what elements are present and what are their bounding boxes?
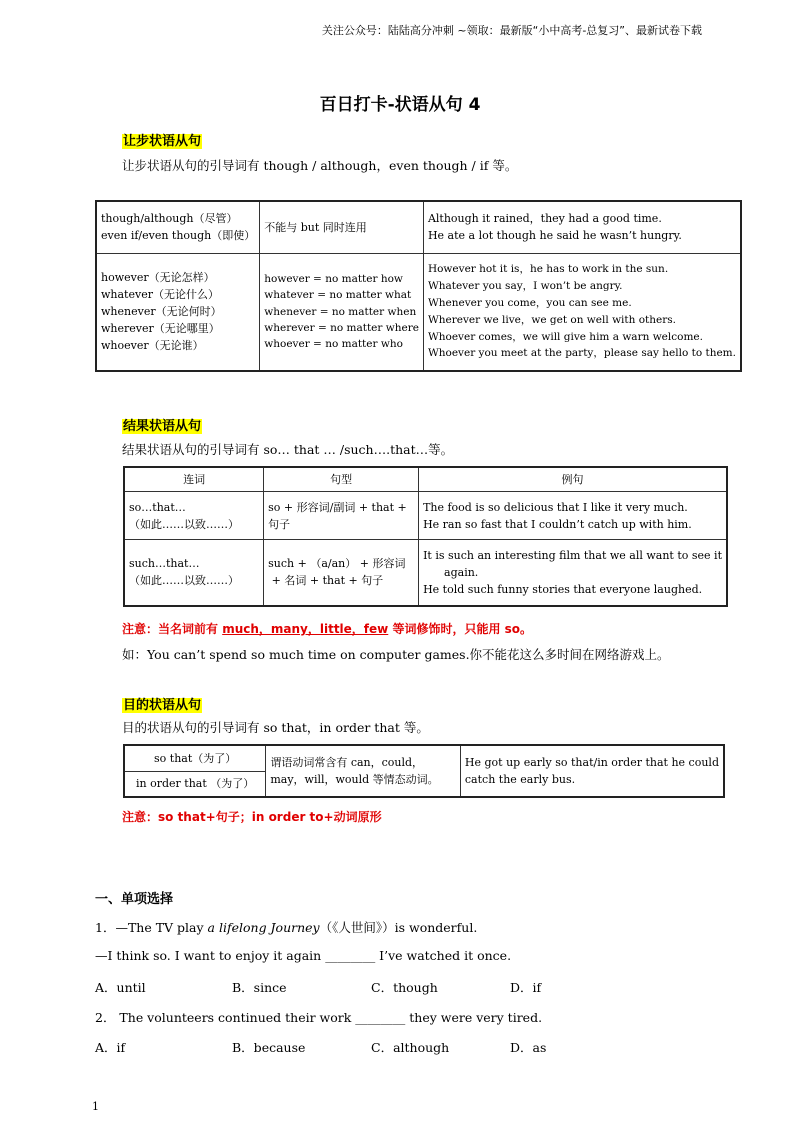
table-row: [96, 201, 741, 253]
cell-text: He got up early so that/in order that he could: [464, 755, 719, 769]
page-number: 1: [92, 1100, 99, 1113]
section-result-intro: 结果状语从句的引导词有 so… that … /such….that…等。: [122, 442, 454, 457]
column-header: 连词: [124, 467, 264, 492]
question-1-stem: [95, 918, 477, 936]
section-heading-label: 目的状语从句: [123, 698, 202, 713]
cell-text: so…that…: [129, 500, 186, 514]
note-text: 等词修饰时，只能用 so。: [388, 622, 533, 636]
cell-text: however = no matter how: [264, 273, 403, 286]
cell-text: He told such funny stories that everyone laughed.: [423, 582, 703, 596]
table-row: [124, 745, 724, 771]
cell-text: He ate a lot though he said he wasn’t hungry.: [427, 229, 682, 243]
cell-text: 句子: [268, 517, 291, 531]
question-text: （《人世间》）is wonderful.: [319, 920, 478, 935]
section-purpose-intro: 目的状语从句的引导词有 so that，in order that 等。: [122, 720, 429, 735]
cell-text: wherever（无论哪里）: [101, 322, 220, 336]
table-cell: [419, 492, 727, 540]
cell-text: even if/even though（即使）: [101, 229, 256, 243]
table-cell: [124, 492, 264, 540]
cell-text: such…that…: [129, 557, 200, 571]
section-concession-heading: [122, 130, 202, 149]
question-2-stem: 2． The volunteers continued their work ________ they were very tired.: [95, 1010, 543, 1025]
cell-text: Whoever comes，we will give him a warn welcome.: [427, 330, 703, 343]
note-keywords: much，many，little，few: [222, 622, 389, 636]
question-1-option-d[interactable]: D．if: [510, 980, 542, 995]
question-title-italic: a lifelong Journey: [207, 920, 320, 935]
cell-text: whenever = no matter when: [264, 305, 417, 318]
section-result-heading: [122, 415, 202, 434]
section-purpose-heading: [122, 694, 202, 713]
table-cell: [264, 540, 419, 606]
table-cell: in order that （为了）: [124, 771, 266, 797]
question-text: 1．—The TV play: [95, 920, 208, 935]
section-heading-label: 让步状语从句: [123, 134, 202, 149]
question-2-option-c[interactable]: C．although: [371, 1040, 450, 1055]
cell-text: However hot it is，he has to work in the sun.: [427, 263, 669, 276]
table-header-row: [124, 467, 727, 492]
purpose-note: 注意：so that+句子；in order to+动词原形: [122, 810, 382, 824]
cell-text: however（无论怎样）: [101, 271, 215, 285]
question-2-option-d[interactable]: D．as: [510, 1040, 547, 1055]
column-header: 句型: [264, 467, 419, 492]
table-row: [124, 492, 727, 540]
cell-text: such + （a/an） + 形容词: [268, 557, 406, 571]
table-cell: [96, 201, 260, 253]
cell-text: （如此……以致……）: [129, 517, 239, 531]
question-2-option-b[interactable]: B．because: [232, 1040, 306, 1055]
exercise-heading: 一、单项选择: [95, 892, 174, 907]
cell-text: whatever（无论什么）: [101, 288, 219, 302]
concession-table: [95, 200, 742, 372]
question-2-option-a[interactable]: A．if: [95, 1040, 126, 1055]
cell-text: whenever（无论何时）: [101, 305, 222, 319]
table-cell: [423, 201, 741, 253]
cell-text: Wherever we live，we get on well with others.: [427, 313, 676, 326]
purpose-table: [123, 744, 725, 798]
table-cell: [266, 745, 461, 797]
table-cell: [96, 253, 260, 371]
table-cell: [419, 540, 727, 606]
cell-text: Whenever you come，you can see me.: [427, 296, 632, 309]
table-cell: so that（为了）: [124, 745, 266, 771]
table-row: [96, 253, 741, 371]
cell-text: again.: [423, 565, 479, 579]
cell-text: though/although（尽管）: [101, 212, 238, 226]
result-table: [123, 466, 728, 607]
result-example: 如：You can’t spend so much time on computer games.你不能花这么多时间在网络游戏上。: [122, 647, 670, 662]
cell-text: 不能与 but 同时连用: [264, 220, 367, 234]
question-1-option-a[interactable]: A．until: [95, 980, 146, 995]
cell-text: The food is so delicious that I like it very much.: [423, 500, 688, 514]
cell-text: Whatever you say，I won’t be angry.: [427, 280, 623, 293]
cell-text: so + 形容词/副词 + that +: [268, 500, 407, 514]
page-header: 关注公众号：陆陆高分冲刺 ~领取：最新版“小中高考-总复习”、最新试卷下载: [321, 24, 702, 37]
table-cell: [460, 745, 724, 797]
cell-text: Although it rained，they had a good time.: [427, 212, 662, 226]
cell-text: whatever = no matter what: [264, 289, 412, 302]
note-text: 注意：当名词前有: [122, 622, 223, 636]
question-1-line2: —I think so. I want to enjoy it again ________ I’ve watched it once.: [95, 948, 512, 963]
table-cell: [423, 253, 741, 371]
cell-text: （如此……以致……）: [129, 574, 239, 588]
cell-text: It is such an interesting film that we all want to see it: [423, 548, 722, 562]
cell-text: Whoever you meet at the party，please say hello to them.: [427, 347, 736, 360]
question-1-option-b[interactable]: B．since: [232, 980, 287, 995]
cell-text: 谓语动词常含有 can，could，: [270, 755, 424, 769]
cell-text: may，will，would 等情态动词。: [270, 773, 439, 786]
cell-text: whoever（无论谁）: [101, 339, 204, 353]
cell-text: He ran so fast that I couldn’t catch up with him.: [423, 517, 692, 531]
table-cell: [124, 540, 264, 606]
section-concession-intro: 让步状语从句的引导词有 though / although，even though / if 等。: [122, 158, 518, 173]
cell-text: whoever = no matter who: [264, 338, 403, 351]
result-note: [122, 620, 532, 637]
cell-text: wherever = no matter where: [264, 321, 419, 334]
table-cell: [260, 253, 424, 371]
table-cell: [260, 201, 424, 253]
column-header: 例句: [419, 467, 727, 492]
question-1-option-c[interactable]: C．though: [371, 980, 438, 995]
page-title: 百日打卡-状语从句 4: [319, 95, 481, 115]
cell-text: + 名词 + that + 句子: [268, 574, 384, 588]
table-cell: [264, 492, 419, 540]
cell-text: catch the early bus.: [464, 773, 576, 786]
table-row: [124, 540, 727, 606]
section-heading-label: 结果状语从句: [123, 419, 202, 434]
